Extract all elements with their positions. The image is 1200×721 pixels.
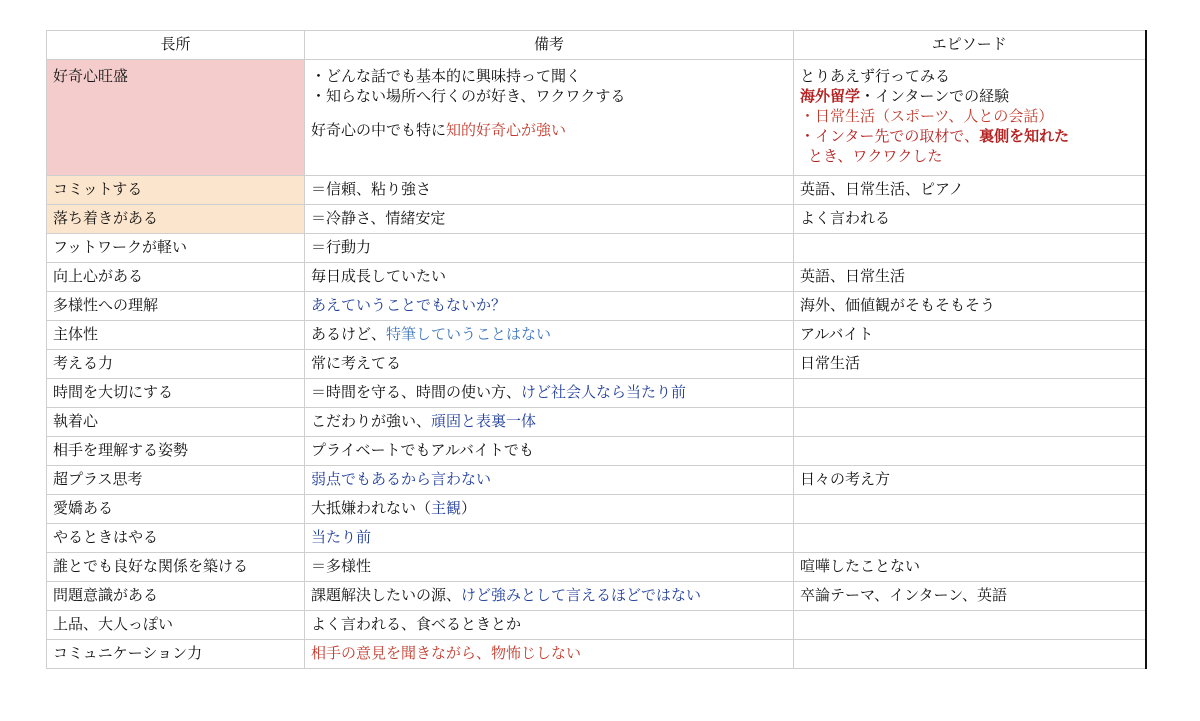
header-notes: 備考: [305, 31, 794, 60]
episode-cell[interactable]: [794, 379, 1146, 408]
episode-cell[interactable]: 日々の考え方: [794, 466, 1146, 495]
episode-cell[interactable]: [794, 524, 1146, 553]
strength-cell[interactable]: やるときはやる: [47, 524, 305, 553]
table-row: [47, 234, 1146, 263]
table-row: [47, 495, 1146, 524]
episode-line: とりあえず行ってみる: [800, 67, 951, 85]
episode-line: とき、ワクワクした: [808, 147, 943, 165]
notes-cell[interactable]: [305, 176, 794, 205]
table-row: [47, 292, 1146, 321]
notes-text: プライベートでもアルバイトでも: [311, 441, 534, 459]
notes-text: ＝行動力: [311, 238, 372, 256]
notes-cell[interactable]: [305, 321, 794, 350]
notes-cell[interactable]: [305, 60, 794, 176]
strength-cell[interactable]: 多様性への理解: [47, 292, 305, 321]
notes-cell[interactable]: [305, 263, 794, 292]
strength-cell[interactable]: 誰とでも良好な関係を築ける: [47, 553, 305, 582]
episode-cell[interactable]: 卒論テーマ、インターン、英語: [794, 582, 1146, 611]
table-row: [47, 466, 1146, 495]
table-row: [47, 582, 1146, 611]
episode-cell[interactable]: 海外、価値観がそもそもそう: [794, 292, 1146, 321]
notes-cell[interactable]: [305, 640, 794, 669]
table-row: [47, 60, 1146, 176]
episode-cell[interactable]: 英語、日常生活、ピアノ: [794, 176, 1146, 205]
episode-highlight-text: 海外留学: [800, 87, 861, 105]
notes-highlight-text: 知的好奇心が強い: [446, 121, 567, 139]
strength-cell[interactable]: 執着心: [47, 408, 305, 437]
strength-cell[interactable]: 主体性: [47, 321, 305, 350]
episode-line: [800, 126, 1139, 146]
episode-highlight-text: 裏側を知れた: [979, 127, 1070, 145]
notes-text: ＝信頼、粘り強さ: [311, 180, 432, 198]
notes-cell[interactable]: [305, 205, 794, 234]
table-row: [47, 205, 1146, 234]
notes-cell[interactable]: [305, 524, 794, 553]
strength-cell[interactable]: 向上心がある: [47, 263, 305, 292]
notes-line: ・知らない場所へ行くのが好き、ワクワクする: [311, 87, 626, 105]
notes-cell[interactable]: [305, 437, 794, 466]
strength-cell[interactable]: 時間を大切にする: [47, 379, 305, 408]
episode-cell[interactable]: [794, 234, 1146, 263]
strength-cell[interactable]: 考える力: [47, 350, 305, 379]
header-episode: エピソード: [794, 31, 1146, 60]
table-row: [47, 611, 1146, 640]
notes-cell[interactable]: [305, 495, 794, 524]
table-row: [47, 176, 1146, 205]
notes-text: ＝多様性: [311, 557, 372, 575]
strength-cell[interactable]: 好奇心旺盛: [47, 60, 305, 176]
episode-cell[interactable]: [794, 60, 1146, 176]
notes-highlight-text: 特筆していうことはない: [386, 325, 552, 343]
strength-cell[interactable]: 相手を理解する姿勢: [47, 437, 305, 466]
episode-cell[interactable]: 喧嘩したことない: [794, 553, 1146, 582]
notes-text: よく言われる、食べるときとか: [311, 615, 522, 633]
notes-cell[interactable]: [305, 292, 794, 321]
notes-cell[interactable]: [305, 350, 794, 379]
episode-text: ・インター先での取材で、: [800, 127, 980, 145]
strength-cell[interactable]: 超プラス思考: [47, 466, 305, 495]
strength-cell[interactable]: 問題意識がある: [47, 582, 305, 611]
notes-text: 毎日成長していたい: [311, 267, 447, 285]
episode-cell[interactable]: [794, 640, 1146, 669]
strength-cell[interactable]: 上品、大人っぽい: [47, 611, 305, 640]
notes-text: 好奇心の中でも特に: [311, 121, 447, 139]
episode-cell[interactable]: [794, 611, 1146, 640]
notes-cell[interactable]: [305, 582, 794, 611]
notes-cell[interactable]: [305, 553, 794, 582]
table-row: [47, 263, 1146, 292]
notes-cell[interactable]: [305, 234, 794, 263]
notes-highlight-text: 相手の意見を聞きながら、物怖じしない: [311, 644, 582, 662]
table-row: [47, 437, 1146, 466]
notes-cell[interactable]: [305, 408, 794, 437]
notes-highlight-text: 当たり前: [311, 528, 372, 546]
table-row: [47, 640, 1146, 669]
episode-cell[interactable]: [794, 495, 1146, 524]
notes-text: 常に考えてる: [311, 354, 402, 372]
header-row: [47, 31, 1146, 60]
episode-line: ・日常生活（スポーツ、人との会話）: [800, 107, 1054, 125]
episode-line: [800, 86, 1139, 106]
notes-text: こだわりが強い、: [311, 412, 432, 430]
table-row: [47, 553, 1146, 582]
notes-text: あるけど、: [311, 325, 387, 343]
notes-text: ＝時間を守る、時間の使い方、: [311, 383, 522, 401]
strength-cell[interactable]: コミュニケーション力: [47, 640, 305, 669]
notes-highlight-text: けど社会人なら当たり前: [521, 383, 687, 401]
strength-cell[interactable]: フットワークが軽い: [47, 234, 305, 263]
episode-cell[interactable]: 日常生活: [794, 350, 1146, 379]
table-body: [47, 176, 1146, 669]
notes-text: ）: [461, 499, 477, 517]
notes-cell[interactable]: [305, 466, 794, 495]
table-row: [47, 408, 1146, 437]
notes-line: ・どんな話でも基本的に興味持って聞く: [311, 67, 582, 85]
strength-cell[interactable]: 愛嬌ある: [47, 495, 305, 524]
notes-cell[interactable]: [305, 379, 794, 408]
blank-line: [311, 106, 787, 120]
notes-text: 大抵嫌われない（: [311, 499, 432, 517]
notes-text: ＝冷静さ、情緒安定: [311, 209, 446, 227]
notes-highlight-text: 頑固と表裏一体: [431, 412, 537, 430]
strengths-table: [46, 30, 1147, 669]
notes-line: [311, 120, 787, 140]
episode-cell[interactable]: [794, 408, 1146, 437]
header-strength: 長所: [47, 31, 305, 60]
strength-cell[interactable]: コミットする: [47, 176, 305, 205]
episode-cell[interactable]: [794, 437, 1146, 466]
notes-cell[interactable]: [305, 611, 794, 640]
episode-cell[interactable]: 英語、日常生活: [794, 263, 1146, 292]
table-row: [47, 379, 1146, 408]
episode-cell[interactable]: よく言われる: [794, 205, 1146, 234]
notes-text: 課題解決したいの源、: [311, 586, 462, 604]
notes-highlight-text: あえていうことでもないか？: [311, 296, 507, 314]
notes-highlight-text: 弱点でもあるから言わない: [311, 470, 492, 488]
table-row: [47, 321, 1146, 350]
strength-cell[interactable]: 落ち着きがある: [47, 205, 305, 234]
episode-cell[interactable]: アルバイト: [794, 321, 1146, 350]
table-row: [47, 350, 1146, 379]
notes-highlight-text: けど強みとして言えるほどではない: [461, 586, 702, 604]
table-row: [47, 524, 1146, 553]
episode-text: ・インターンでの経験: [860, 87, 1010, 105]
notes-highlight-text: 主観: [431, 499, 462, 517]
